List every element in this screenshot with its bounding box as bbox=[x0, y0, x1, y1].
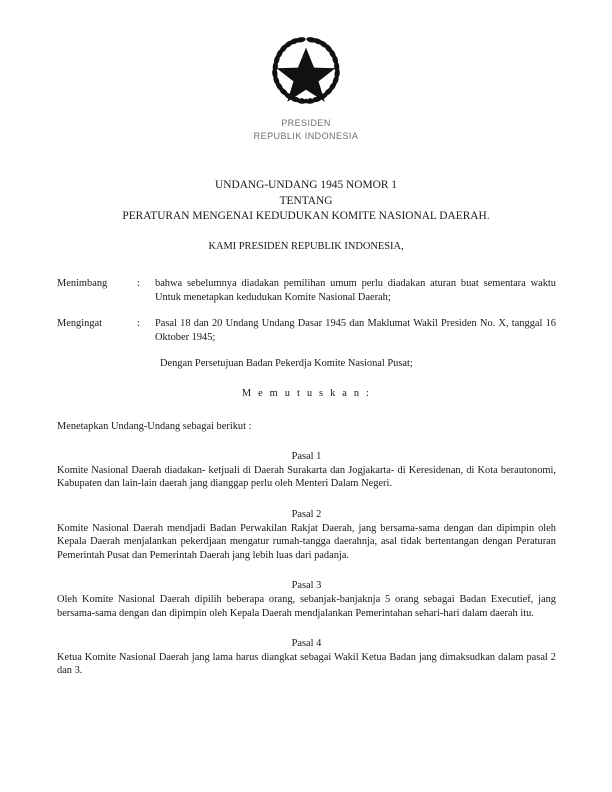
emblem-caption bbox=[0, 117, 612, 142]
preamble-kami-line: KAMI PRESIDEN REPUBLIK INDONESIA, bbox=[208, 241, 404, 252]
consideration-row-menimbang bbox=[57, 277, 556, 304]
title-line-subject: PERATURAN MENGENAI KEDUDUKAN KOMITE NASIONAL DAERAH. bbox=[122, 210, 490, 223]
consideration-label: Mengingat bbox=[57, 318, 103, 330]
consideration-colon: : bbox=[137, 318, 140, 330]
consideration-text: Pasal 18 dan 20 Undang Undang Dasar 1945 dan Maklumat Wakil Presiden No. X, tanggal 16 Oktober 1945; bbox=[155, 318, 556, 343]
article-text: Komite Nasional Daerah mendjadi Badan Perwakilan Rakjat Daerah, jang bersama-sama dengan dan dipimpin oleh Kepala Daerah menjalankan pekerdjaan mengatur rumah-tangga daerahnja, asal tidak bertentangan dengan Peraturan Pemerintah Pusat dan Pemerintah Daerah jang lebih luas dari padanja. bbox=[57, 522, 556, 561]
article-pasal-3 bbox=[57, 579, 556, 620]
article-text: Oleh Komite Nasional Daerah dipilih beberapa orang, sebanjak-banjaknja 5 orang sebagai Badan Executief, jang bersama-sama dengan dan dipimpin oleh Kepala Daerah mendjalankan Pemerintahan sehari-hari dalam daerah itu. bbox=[57, 593, 556, 619]
consideration-colon: : bbox=[137, 278, 140, 289]
garuda-star-wreath-emblem bbox=[268, 34, 344, 110]
establishing-line: Menetapkan Undang-Undang sebagai berikut : bbox=[57, 420, 252, 432]
article-text: Komite Nasional Daerah diadakan- ketjuali di Daerah Surakarta dan Jogjakarta- di Keresidenan, di Kota berautonomi, Kabupaten dan lain-lain daerah jang dianggap perlu oleh Menteri Dalam Negeri. bbox=[57, 464, 556, 490]
document-header bbox=[0, 34, 612, 142]
article-heading: Pasal 4 bbox=[291, 638, 322, 650]
approval-line: Dengan Persetujuan Badan Pekerdja Komite Nasional Pusat; bbox=[160, 358, 413, 370]
article-text: Ketua Komite Nasional Daerah jang lama harus diangkat sebagai Wakil Ketua Badan jang dimaksudkan dalam pasal 2 dan 3. bbox=[57, 651, 556, 677]
article-heading: Pasal 3 bbox=[291, 580, 322, 592]
article-heading: Pasal 1 bbox=[291, 451, 322, 463]
consideration-row-mengingat bbox=[57, 317, 556, 344]
emblem-caption-line-1: PRESIDEN bbox=[281, 118, 331, 128]
decision-word: M e m u t u s k a n : bbox=[241, 387, 372, 399]
consideration-text: bahwa sebelumnya diadakan pemilihan umum perlu diadakan aturan buat sementara waktu Untuk menetapkan kedudukan Komite Nasional Daerah; bbox=[155, 278, 556, 303]
consideration-label: Menimbang bbox=[57, 278, 108, 289]
document-body bbox=[57, 277, 556, 678]
article-heading: Pasal 2 bbox=[291, 508, 322, 520]
emblem-caption-line-2: REPUBLIK INDONESIA bbox=[253, 130, 359, 141]
title-line-law-number: UNDANG-UNDANG 1945 NOMOR 1 bbox=[215, 179, 397, 191]
article-pasal-1 bbox=[57, 450, 556, 491]
title-line-tentang: TENTANG bbox=[279, 194, 333, 207]
article-pasal-4 bbox=[57, 637, 556, 678]
page-title bbox=[0, 178, 612, 225]
article-pasal-2 bbox=[57, 508, 556, 562]
